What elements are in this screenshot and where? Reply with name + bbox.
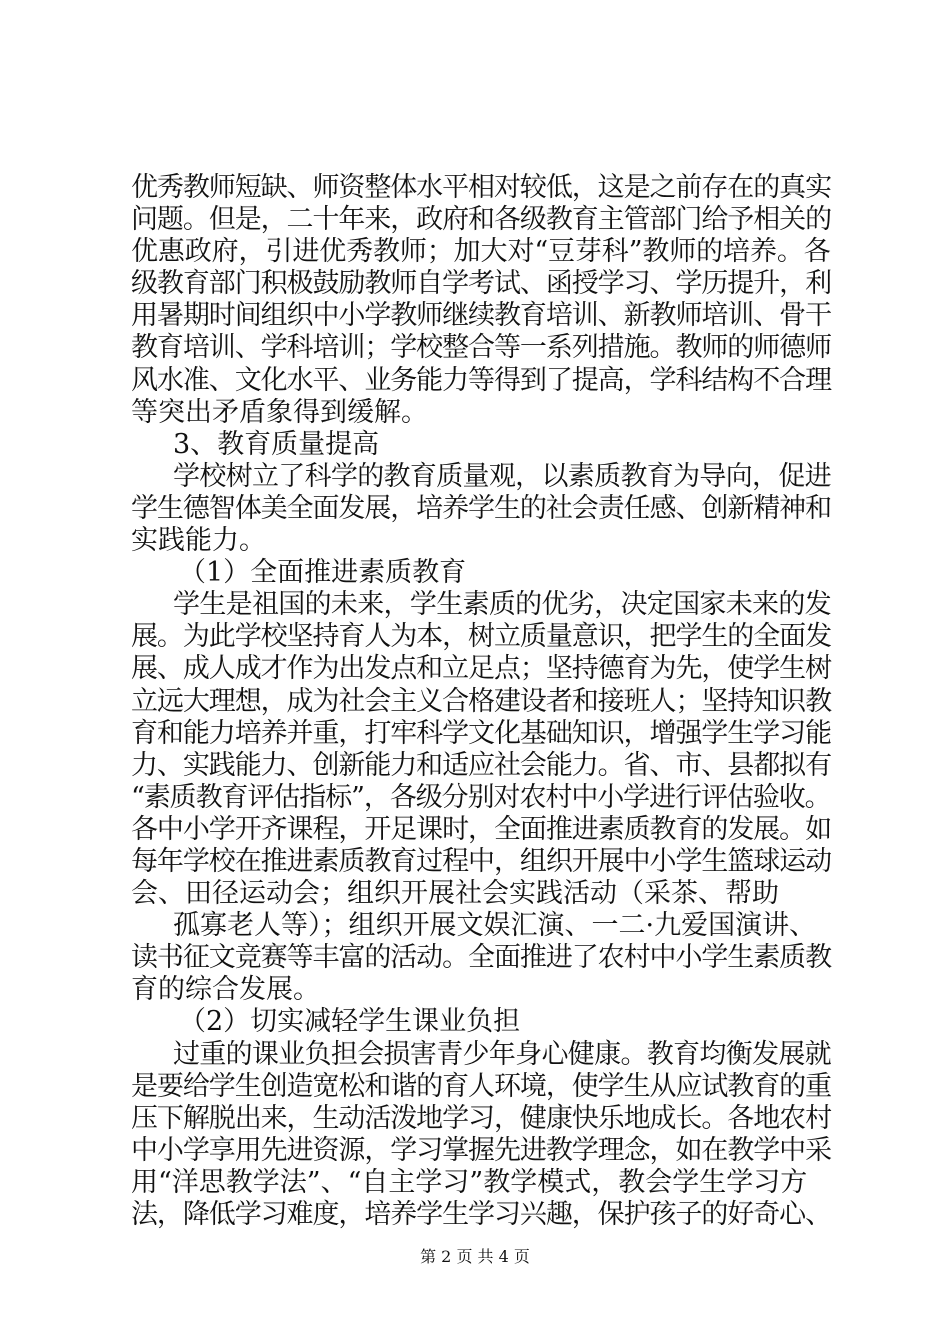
text-line: 孤寡老人等）；组织开展文娱汇演、一二·九爱国演讲、 bbox=[173, 910, 817, 942]
text-line: （2）切实减轻学生课业负担 bbox=[179, 1006, 521, 1038]
text-line: 读书征文竞赛等丰富的活动。全面推进了农村中小学生素质教 bbox=[131, 942, 831, 974]
text-line: 法，降低学习难度，培养学生学习兴趣，保护孩子的好奇心、 bbox=[131, 1199, 831, 1230]
text-line: 会、田径运动会；组织开展社会实践活动（采茶、帮助 bbox=[131, 878, 779, 910]
text-line: 用暑期时间组织中小学教师继续教育培训、新教师培训、骨干 bbox=[131, 300, 831, 332]
text-line: 学生是祖国的未来，学生素质的优劣，决定国家未来的发 bbox=[173, 589, 831, 621]
document-body bbox=[131, 172, 831, 1231]
text-line: 等突出矛盾象得到缓解。 bbox=[131, 396, 428, 428]
text-line: 学校树立了科学的教育质量观，以素质教育为导向，促进 bbox=[173, 460, 831, 492]
text-line: 过重的课业负担会损害青少年身心健康。教育均衡发展就 bbox=[173, 1038, 831, 1070]
text-line: “素质教育评估指标”，各级分别对农村中小学进行评估验收。 bbox=[131, 781, 831, 813]
text-line: 每年学校在推进素质教育过程中，组织开展中小学生篮球运动 bbox=[131, 845, 831, 877]
text-line: （1）全面推进素质教育 bbox=[179, 557, 467, 589]
text-line: 中小学享用先进资源，学习掌握先进教学理念，如在教学中采 bbox=[131, 1134, 831, 1166]
text-line: 学生德智体美全面发展，培养学生的社会责任感、创新精神和 bbox=[131, 492, 831, 524]
text-line: 风水准、文化水平、业务能力等得到了提高，学科结构不合理 bbox=[131, 364, 831, 396]
text-line: 问题。但是，二十年来，政府和各级教育主管部门给予相关的 bbox=[131, 204, 831, 236]
text-line: 展。为此学校坚持育人为本，树立质量意识，把学生的全面发 bbox=[131, 621, 831, 653]
text-line: 是要给学生创造宽松和谐的育人环境，使学生从应试教育的重 bbox=[131, 1070, 831, 1102]
text-line: 育的综合发展。 bbox=[131, 974, 320, 1006]
text-line: 教育培训、学科培训；学校整合等一系列措施。教师的师德师 bbox=[131, 332, 831, 364]
text-line: 3、教育质量提高 bbox=[173, 428, 380, 460]
text-line: 展、成人成才作为出发点和立足点；坚持德育为先，使学生树 bbox=[131, 653, 831, 685]
page-footer: 第 2 页 共 4 页 bbox=[420, 1247, 530, 1266]
text-line: 力、实践能力、创新能力和适应社会能力。省、市、县都拟有 bbox=[131, 749, 831, 781]
text-line: 育和能力培养并重，打牢科学文化基础知识，增强学生学习能 bbox=[131, 717, 831, 749]
text-line: 立远大理想，成为社会主义合格建设者和接班人；坚持知识教 bbox=[131, 685, 831, 717]
text-line: 优秀教师短缺、师资整体水平相对较低，这是之前存在的真实 bbox=[131, 172, 831, 203]
text-line: 优惠政府，引进优秀教师；加大对“豆芽科”教师的培养。各 bbox=[131, 236, 831, 268]
text-line: 实践能力。 bbox=[131, 525, 266, 557]
text-line: 级教育部门积极鼓励教师自学考试、函授学习、学历提升，利 bbox=[131, 268, 831, 300]
text-line: 各中小学开齐课程，开足课时，全面推进素质教育的发展。如 bbox=[131, 813, 831, 845]
text-line: 压下解脱出来，生动活泼地学习，健康快乐地成长。各地农村 bbox=[131, 1102, 831, 1134]
text-line: 用“洋思教学法”、“自主学习”教学模式，教会学生学习方 bbox=[131, 1166, 808, 1198]
